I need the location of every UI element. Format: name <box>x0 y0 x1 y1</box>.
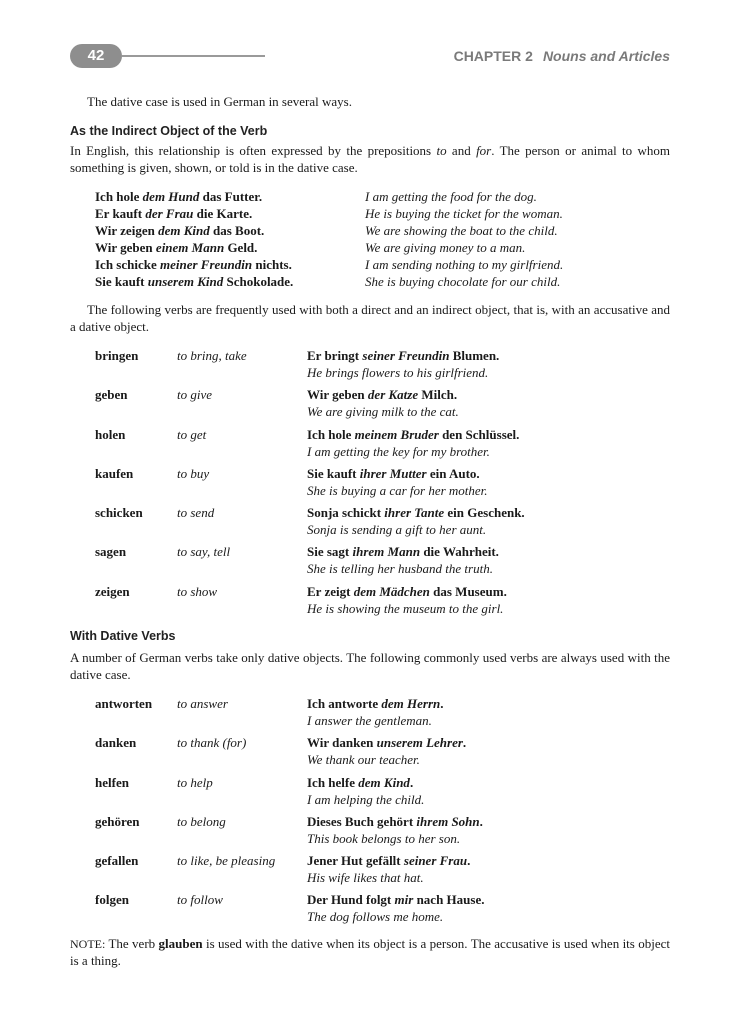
english-translation: He is buying the ticket for the woman. <box>365 206 563 221</box>
verb-meaning: to thank (for) <box>177 735 247 751</box>
german-sentence: Sie kauft unserem Kind Schokolade. <box>95 274 294 289</box>
english-translation: The dog follows me home. <box>307 909 444 925</box>
verb: zeigen <box>95 583 130 599</box>
german-sentence: Ich schicke meiner Freundin nichts. <box>95 257 292 272</box>
english-translation: She is buying chocolate for our child. <box>365 274 561 289</box>
german-sentence: Ich hole meinem Bruder den Schlüssel. <box>307 426 520 442</box>
german-sentence: Er kauft der Frau die Karte. <box>95 206 253 221</box>
note-label: NOTE: <box>70 937 106 951</box>
verb: schicken <box>95 505 143 521</box>
english-translation: He is showing the museum to the girl. <box>307 600 504 616</box>
english-translation: We thank our teacher. <box>307 752 420 768</box>
german-sentence: Sie sagt ihrem Mann die Wahrheit. <box>307 544 499 560</box>
english-translation: I answer the gentleman. <box>307 713 432 728</box>
english-translation: I am getting the food for the dog. <box>365 189 537 204</box>
verb: folgen <box>95 892 129 908</box>
page-number: 42 <box>70 44 122 68</box>
page-header <box>70 44 670 70</box>
german-sentence: Der Hund folgt mir nach Hause. <box>307 892 485 908</box>
english-translation: We are giving milk to the cat. <box>307 404 459 420</box>
german-sentence: Wir geben einem Mann Geld. <box>95 240 258 255</box>
verb-meaning: to help <box>177 774 213 790</box>
english-translation: He brings flowers to his girlfriend. <box>307 365 489 380</box>
header-rule <box>122 55 265 57</box>
german-sentence: Ich antworte dem Herrn. <box>307 696 444 711</box>
chapter-label: CHAPTER 2 <box>453 48 533 64</box>
english-translation: We are showing the boat to the child. <box>365 223 558 238</box>
middle-paragraph: The following verbs are frequently used with both a direct and an indirect object, that is, with an accusative and a dative object. <box>70 302 670 334</box>
verb: geben <box>95 387 128 403</box>
verb-meaning: to like, be pleasing <box>177 853 276 869</box>
verb: gefallen <box>95 853 139 869</box>
verb: kaufen <box>95 465 134 481</box>
verb-meaning: to get <box>177 426 207 442</box>
german-sentence: Jener Hut gefällt seiner Frau. <box>307 853 471 869</box>
section2-paragraph: A number of German verbs take only dative objects. The following commonly used verbs are always used with the dative case. <box>70 650 670 682</box>
german-sentence: Ich helfe dem Kind. <box>307 774 414 790</box>
german-sentence: Ich hole dem Hund das Futter. <box>95 189 263 204</box>
german-sentence: Sie kauft ihrer Mutter ein Auto. <box>307 465 480 481</box>
verb-meaning: to buy <box>177 465 210 481</box>
verb-meaning: to answer <box>177 696 228 711</box>
english-translation: I am helping the child. <box>307 791 425 807</box>
verb: gehören <box>95 813 140 829</box>
verb: sagen <box>95 544 127 560</box>
chapter-title: Nouns and Articles <box>542 48 670 64</box>
verb: bringen <box>95 348 139 363</box>
verb-meaning: to belong <box>177 813 226 829</box>
verb-meaning: to give <box>177 387 213 403</box>
german-sentence: Dieses Buch gehört ihrem Sohn. <box>307 813 483 829</box>
german-sentence: Er bringt seiner Freundin Blumen. <box>307 348 500 363</box>
verb: danken <box>95 735 137 751</box>
english-translation: I am sending nothing to my girlfriend. <box>365 257 564 272</box>
section-heading-dative-verbs: With Dative Verbs <box>70 629 176 643</box>
german-sentence: Er zeigt dem Mädchen das Museum. <box>307 583 507 599</box>
note-keyword: glauben <box>158 936 203 951</box>
german-sentence: Sonja schickt ihrer Tante ein Geschenk. <box>307 505 525 521</box>
german-sentence: Wir geben der Katze Milch. <box>307 387 458 403</box>
verb: holen <box>95 426 126 442</box>
german-sentence: Wir danken unserem Lehrer. <box>307 735 467 751</box>
section-heading-indirect-object: As the Indirect Object of the Verb <box>70 124 268 138</box>
english-translation: I am getting the key for my brother. <box>307 443 490 459</box>
english-translation: She is telling her husband the truth. <box>307 561 493 577</box>
note-paragraph: NOTE: The verb glauben is used with the dative when its object is a person. The accusative is used when its object is a thing. <box>70 936 670 968</box>
verb: helfen <box>95 774 129 790</box>
english-translation: Sonja is sending a gift to her aunt. <box>307 522 487 538</box>
german-sentence: Wir zeigen dem Kind das Boot. <box>95 223 265 238</box>
english-translation: She is buying a car for her mother. <box>307 482 488 498</box>
section1-paragraph: In English, this relationship is often expressed by the prepositions to and for. The person or animal to whom something is given, shown, or told is in the dative case. <box>70 143 670 175</box>
verb-meaning: to bring, take <box>177 348 247 363</box>
chapter-heading <box>454 48 670 64</box>
verb-meaning: to send <box>177 505 215 521</box>
english-translation: This book belongs to her son. <box>307 830 461 846</box>
intro-paragraph: The dative case is used in German in several ways. <box>87 94 352 109</box>
english-translation: We are giving money to a man. <box>365 240 526 255</box>
verb: antworten <box>95 696 153 711</box>
verb-meaning: to say, tell <box>177 544 231 560</box>
verb-meaning: to follow <box>177 892 223 908</box>
english-translation: His wife likes that hat. <box>307 870 424 886</box>
verb-meaning: to show <box>177 583 218 599</box>
